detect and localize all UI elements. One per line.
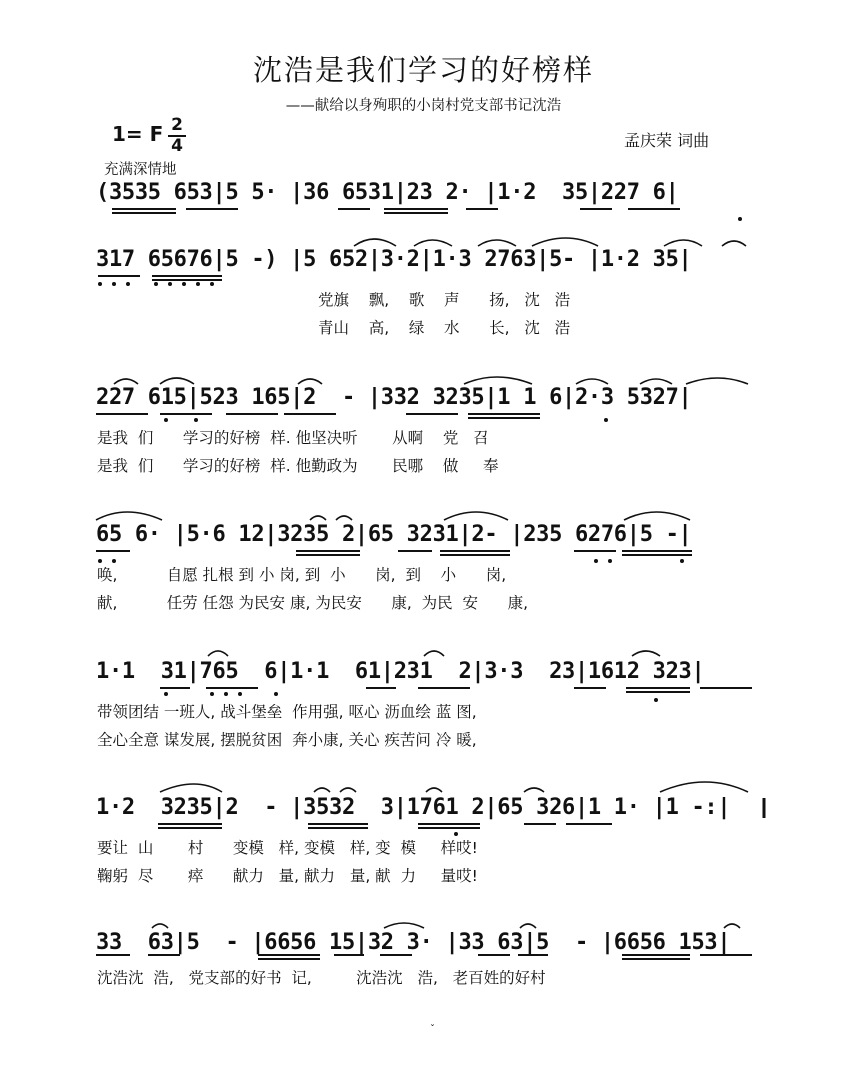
notation-line-2: 317 65676|5 -) |5 652|3·2|1·3 2763|5- |1·2 35| [96,247,692,272]
time-signature-top: 2 [171,115,183,135]
lyric-line-2-verse-1: 党旗 飘, 歌 声 扬, 沈 浩 [318,291,571,309]
notation-line-4: 65 6· |5·6 12|3235 2|65 3231|2- |235 6276|5 -| [96,522,692,547]
author-credit: 孟庆荣 词曲 [624,131,710,150]
time-signature [168,117,186,155]
key-signature: 1= F [112,122,164,146]
lyric-line-7-verse-1: 沈浩沈 浩, 党支部的好书 记, 沈浩沈 浩, 老百姓的好村 [97,969,546,987]
page-mark: ˇ [430,1024,435,1035]
lyric-line-5-verse-1: 带领团结 一班人, 战斗堡垒 作用强, 呕心 沥血绘 蓝 图, [97,703,477,721]
lyric-line-6-verse-2: 鞠躬 尽 瘁 献力 量, 献力 量, 献 力 量哎! [97,867,478,885]
song-subtitle: ——献给以身殉职的小岗村党支部书记沈浩 [285,98,562,114]
lyric-line-3-verse-2: 是我 们 学习的好榜 样. 他勤政为 民哪 做 奉 [97,457,499,475]
lyric-line-5-verse-2: 全心全意 谋发展, 摆脱贫困 奔小康, 关心 疾苦问 冷 暖, [97,731,477,749]
notation-line-7: 33 63|5 - |6656 15|32 3· |33 63|5 - |6656 153| [96,930,731,955]
notation-line-5: 1·1 31|765 6|1·1 61|231 2|3·3 23|1612 323| [96,659,705,684]
lyric-line-2-verse-2: 青山 高, 绿 水 长, 沈 浩 [318,319,571,337]
lyric-line-4-verse-2: 献, 任劳 任怨 为民安 康, 为民安 康, 为民 安 康, [97,594,529,612]
notation-line-6: 1·2 3235|2 - |3532 3|1761 2|65 326|1 1· |1 -:| [96,795,731,820]
tempo-marking: 充满深情地 [104,162,177,178]
notation-line-1: (3535 653|5 5· |36 6531|23 2· |1·2 35|227 6| [96,180,679,205]
lyric-line-4-verse-1: 唤, 自愿 扎根 到 小 岗, 到 小 岗, 到 小 岗, [97,566,507,584]
lyric-line-6-verse-1: 要让 山 村 变模 样, 变模 样, 变 模 样哎! [97,839,478,857]
song-title: 沈浩是我们学习的好榜样 [252,53,594,87]
notation-line-3: 227 615|523 165|2 - |332 3235|1 1 6|2·3 5327| [96,385,692,410]
lyric-line-3-verse-1: 是我 们 学习的好榜 样. 他坚决听 从啊 党 召 [97,429,489,447]
time-signature-bottom: 4 [171,136,183,156]
